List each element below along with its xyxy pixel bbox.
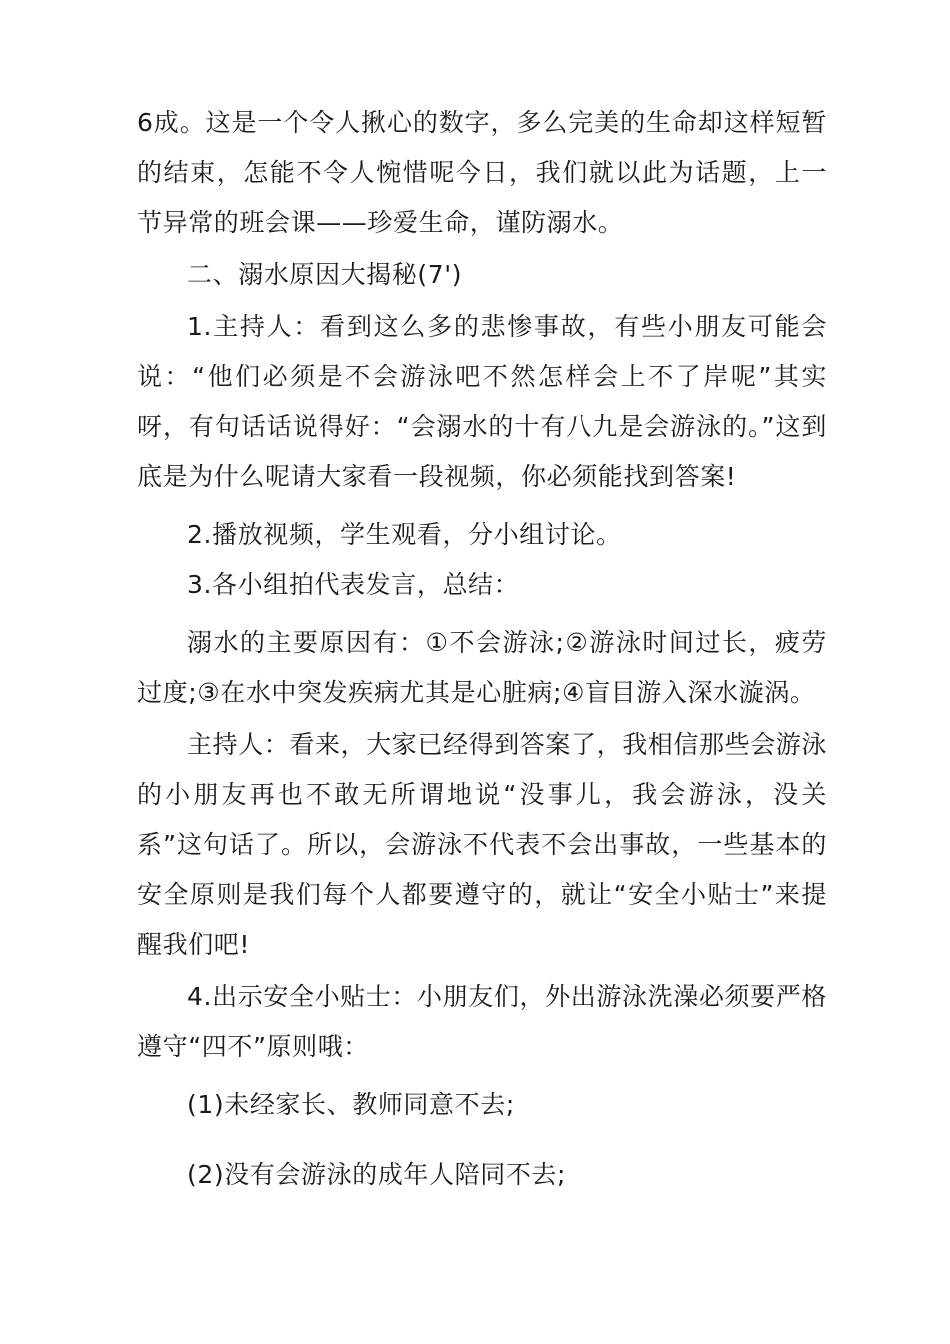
document-body: [137, 98, 827, 1200]
paragraph-group-summary: 3.各小组拍代表发言，总结：: [187, 570, 520, 599]
paragraph-play-video: 2.播放视频，学生观看，分小组讨论。: [187, 520, 622, 549]
paragraph-safety-tips: 4.出示安全小贴士：小朋友们，外出游泳洗澡必须要严格遵守“四不”原则哦：: [137, 982, 827, 1061]
section-heading-drowning-causes: 二、溺水原因大揭秘(7'): [187, 260, 463, 289]
paragraph-host-conclusion: 主持人：看来，大家已经得到答案了，我相信那些会游泳的小朋友再也不敢无所谓地说“没事儿，我会游泳，没关系”这句话了。所以，会游泳不代表不会出事故，一些基本的安全原则是我们每个人都要遵守的，就让“安全小贴士”来提醒我们吧!: [137, 730, 828, 959]
list-item-rule-1: (1)未经家长、教师同意不去;: [187, 1090, 515, 1119]
paragraph-main-causes: 溺水的主要原因有：①不会游泳;②游泳时间过长，疲劳过度;③在水中突发疾病尤其是心脏病;④盲目游入深水漩涡。: [137, 628, 827, 707]
paragraph-host-question: 1.主持人：看到这么多的悲惨事故，有些小朋友可能会说：“他们必须是不会游泳吧不然怎样会上不了岸呢”其实呀，有句话话说得好：“会溺水的十有八九是会游泳的。”这到底是为什么呢请大家看一段视频，你必须能找到答案!: [137, 312, 827, 491]
paragraph-intro: 6成。这是一个令人揪心的数字，多么完美的生命却这样短暂的结束，怎能不令人惋惜呢今日，我们就以此为话题，上一节异常的班会课——珍爱生命，谨防溺水。: [137, 108, 827, 237]
list-item-rule-2: (2)没有会游泳的成年人陪同不去;: [187, 1160, 567, 1189]
